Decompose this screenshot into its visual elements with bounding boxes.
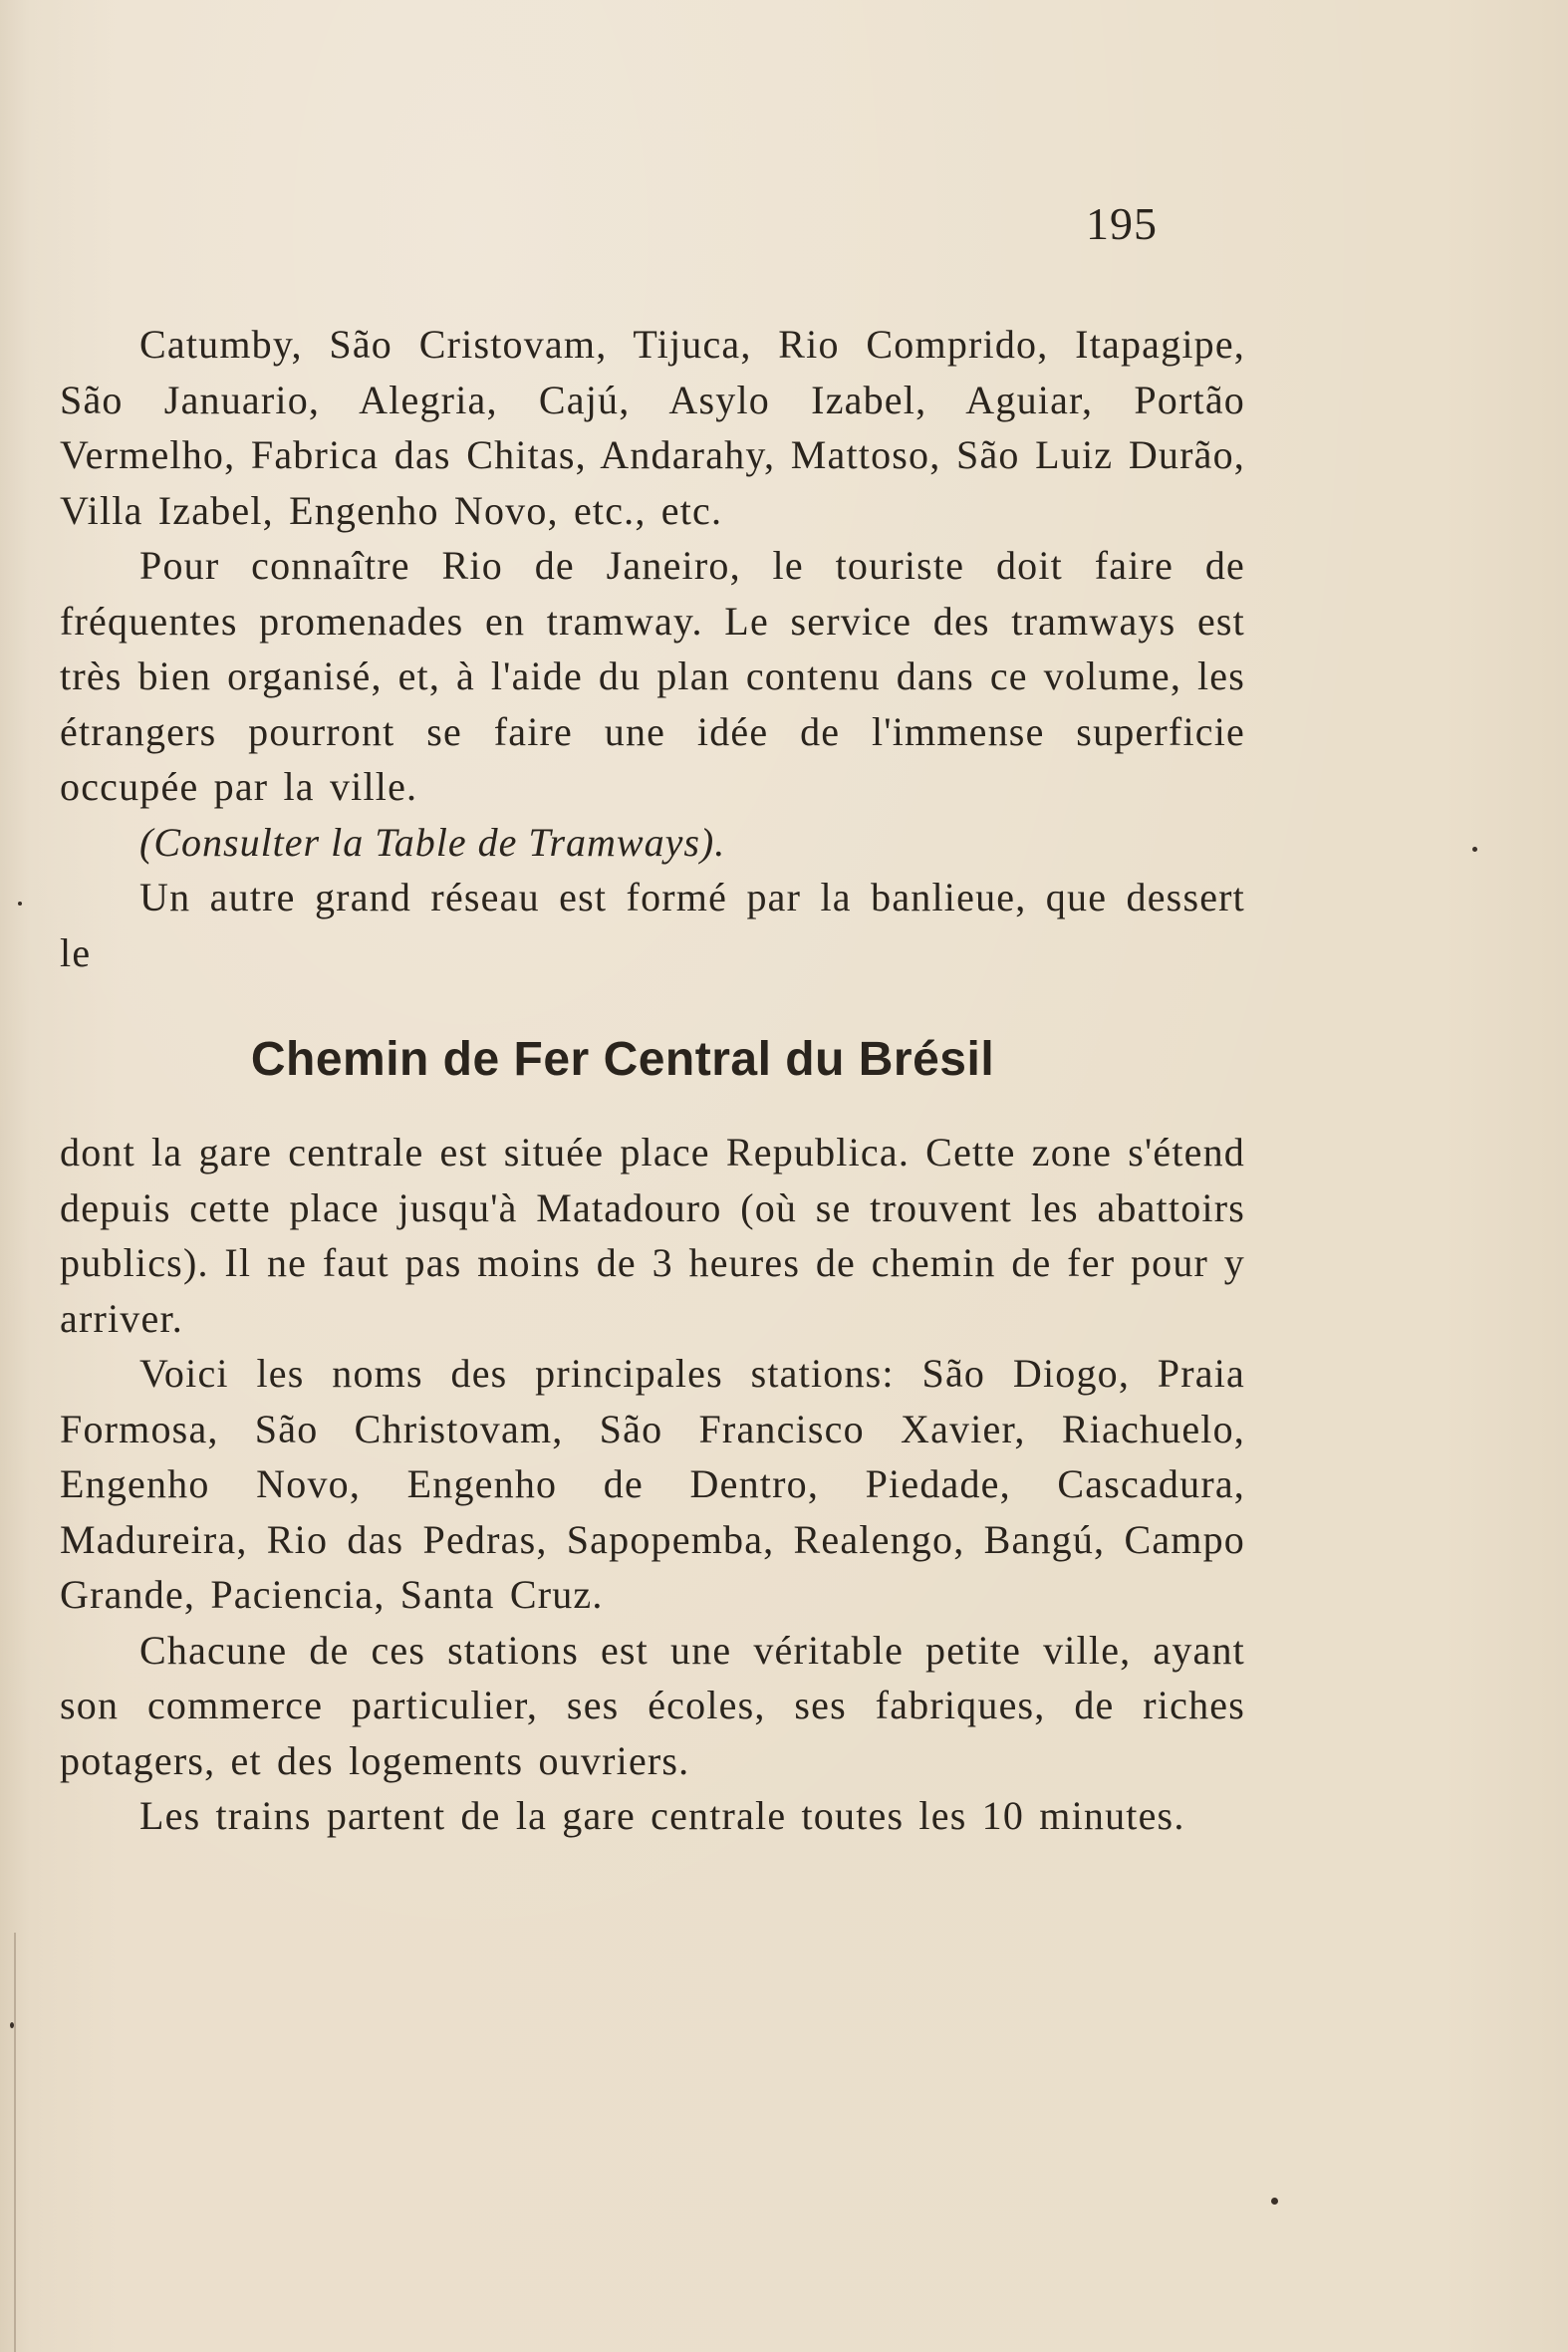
paper-speck	[10, 2022, 14, 2028]
section-heading: Chemin de Fer Central du Brésil	[250, 1033, 995, 1086]
paper-speck	[1472, 847, 1477, 852]
paper-speck	[18, 902, 22, 906]
paragraph-central-station: dont la gare centrale est située place Republica. Cette zone s'étend depuis cette place jusqu'à Matadouro (où se trouvent les abattoirs publics). Il ne faut pas moins de 3 heures de chemin de fer pour y arriver.	[60, 1130, 1245, 1341]
paragraph-train-schedule: Les trains partent de la gare centrale toutes les 10 minutes.	[139, 1793, 1185, 1838]
paragraph-station-towns: Chacune de ces stations est une véritable petite ville, ayant son commerce particulier, ses écoles, ses fabriques, de riches potagers, et des logements ouvriers.	[60, 1627, 1245, 1783]
page-edge-shadow	[14, 1933, 16, 2352]
page-body	[60, 317, 1245, 1844]
paper-speck	[1271, 2198, 1278, 2205]
paragraph-stations: Voici les noms des principales stations: São Diogo, Praia Formosa, São Christovam, São Francisco Xavier, Riachuelo, Engenho Novo, Engenho de Dentro, Piedade, Cascadura, Madureira, Rio das Pedras, Sapopemba, Realengo, Bangú, Campo Grande, Paciencia, Santa Cruz.	[60, 1351, 1245, 1617]
paragraph-tramways: Pour connaître Rio de Janeiro, le touriste doit faire de fréquentes promenades en tramway. Le service des tramways est très bien organisé, et, à l'aide du plan contenu dans ce volume, les étrangers pourront se faire une idée de l'immense superficie occupée par la ville.	[60, 543, 1245, 809]
page-number: 195	[1086, 198, 1158, 249]
paragraph-tram-table-note: (Consulter la Table de Tramways).	[139, 819, 726, 865]
paragraph-suburbs: Un autre grand réseau est formé par la banlieue, que dessert le	[60, 875, 1245, 975]
paragraph-neighborhoods: Catumby, São Cristovam, Tijuca, Rio Comprido, Itapagipe, São Januario, Alegria, Cajú, Asylo Izabel, Aguiar, Portão Vermelho, Fabrica das Chitas, Andarahy, Mattoso, São Luiz Durão, Villa Izabel, Engenho Novo, etc., etc.	[60, 322, 1245, 533]
